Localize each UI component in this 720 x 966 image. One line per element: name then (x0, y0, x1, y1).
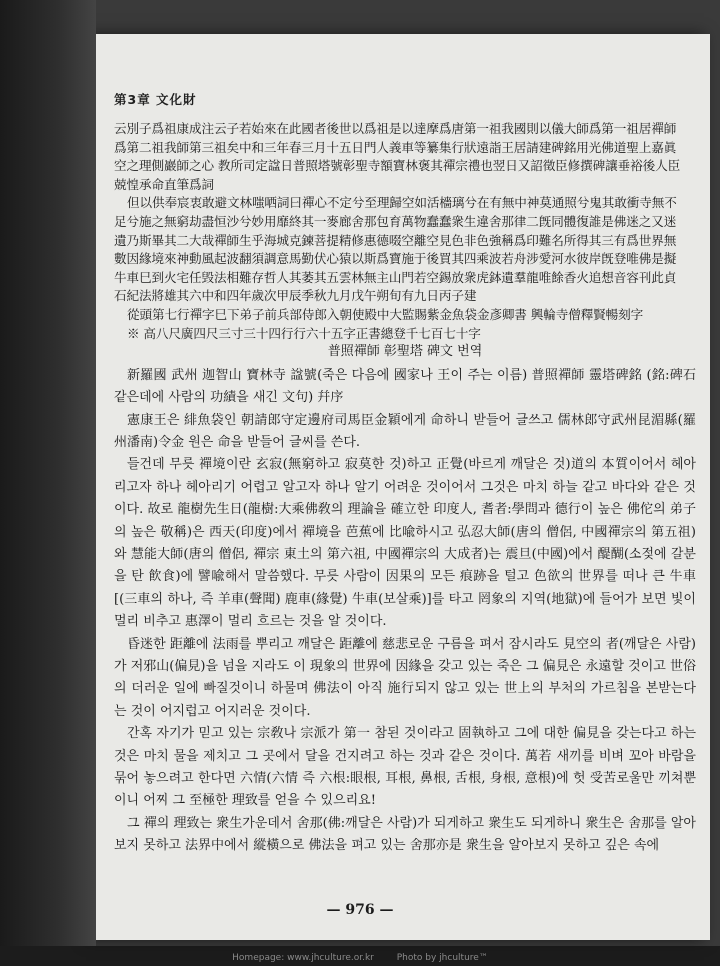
hanja-line: 石紀法將雄其六中和四年歲次甲辰季秋九月戊午朔旬有九日丙子建 (114, 288, 477, 304)
page-number: — 976 — (326, 902, 394, 918)
inscription-credit: 從頭第七行禪字巳下弟子前兵部侍郎入朝使殿中大監賜紫金魚袋金彥卿書 興輪寺僧釋賢暢刻字 (127, 306, 644, 322)
footer-photo-credit: Photo by jhculture™ (396, 953, 488, 963)
photo-footer (0, 953, 720, 963)
korean-paragraph: 그 禪의 理致는 衆生가운데서 舍那(佛:깨달은 사람)가 되게하고 衆生도 되게하니 衆生은 舍那를 알아보지 못하고 法界中에서 縱橫으로 佛法을 펴고 있는 舍那亦是 衆生을 알아보지 못하고 깊은 속에 (114, 815, 696, 854)
korean-paragraph: 昏迷한 距離에 法雨를 뿌리고 깨달은 距離에 慈悲로운 구름을 펴서 잠시라도 見空의 者(깨달은 사람)가 저邪山(偏見)을 넘을 지라도 이 現象의 世界에 因緣을 갖고 있는 죽은 그 偏見은 永遠할 것이고 世俗의 더러운 일에 빠질것이니 하물며 佛法이 아직 施行되지 않고 있는 世上의 부처의 가르침을 본받는다는 것이 어지럽고 어지러운 것이다. (114, 636, 696, 719)
hanja-line: 牛車巳到火宅任毁法相難存哲人其萎其五雲林無主山門若空錫放衆虎鉢遺羣龍唯餘香火追想音容刊此貞 (114, 269, 677, 285)
hanja-line: 遺乃斯畢其二大哉禪師生乎海城克鍊菩提精修惠德啜空離空見色非色強稱爲印難名所得其三有爲世界無 (114, 232, 677, 248)
korean-paragraph: 新羅國 武州 迦智山 寶林寺 諡號(죽은 다음에 國家나 王이 주는 이름) 普照禪師 靈塔碑銘 (銘:碑石 같은데에 사람의 功績을 새긴 文句) 幷序 (114, 367, 696, 406)
hanja-line: 空之理側巖師之心 教所司定諡日普照塔號彰聖寺額寶林褒其禪宗禮也翌日又詔徵臣修撰碑讓垂裕後人臣 (114, 158, 681, 174)
footer-homepage: Homepage: www.jhculture.or.kr (232, 953, 374, 963)
page-body (114, 120, 696, 880)
translation-title: 普照禪師 彰聖塔 碑文 번역 (327, 344, 483, 360)
hanja-line: 兢惶承命直筆爲詞 (114, 176, 214, 192)
korean-paragraph: 간혹 자기가 믿고 있는 宗敎나 宗派가 第一 참된 것이라고 固執하고 그에 대한 偏見을 갖는다고 하는 것은 마치 물을 제치고 그 곳에서 달을 건지려고 하는 것과 같은 것이다. 萬若 새끼를 비벼 꼬아 바람을 묶어 놓으려고 한다면 六情(六情 즉 六根:眼根, 耳根, 鼻根, 舌根, 身根, 意根)에 헛 受苦로울만 끼쳐뿐이니 어찌 그 至極한 理致를 얻을 수 있으리요! (114, 726, 696, 809)
hanja-line: 足兮施之無窮劫盡恒沙兮妙用靡終其一麥廊舍那包育萬物蠢蠢衆生違舍那律二旣同體復誰是佛迷之又迷 (114, 213, 677, 229)
hanja-line: 云別子爲祖康成注云子若始來在此國者後世以爲祖是以達摩爲唐第一祖我國則以儀大師爲第一祖居禪師 (114, 121, 677, 136)
book-spine-shadow (0, 0, 96, 946)
korean-paragraph: 들건데 무릇 禪境이란 玄寂(無窮하고 寂莫한 것)하고 正覺(바르게 깨달은 것)道의 本質이어서 헤아리고자 하나 헤아리기 어렵고 알고자 하나 알기 어려운 것이어서 그것은 마치 하늘 같고 바다와 같은 것이다. 故로 龍樹先生日(龍樹:大乘佛敎의 理論을 確立한 印度人, 耆者:學問과 德行이 높은 佛佗의 弟子의 높은 敬稱)은 西天(印度)에서 禪境을 芭蕉에 比喩하시고 弘忍大師(唐의 僧侶, 中國禪宗의 第五祖)와 慧能大師(唐의 僧侶, 禪宗 東土의 第六祖, 中國禪宗의 大成者)는 震旦(中國)에서 醍醐(소젖에 갈분을 탄 飮食)에 譬喩해서 말씀했다. 무릇 사람이 因果의 모든 痕跡을 털고 色欲의 世界를 떠나 큰 牛車[(三車의 하나, 즉 羊車(聲聞) 鹿車(緣覺) 牛車(보살乘)]를 타고 罔象의 지역(地獄)에 들어가 보면 빛이 멀리 비추고 惠澤이 멀리 흐르는 것을 알 것이다. (114, 457, 696, 630)
hanja-line: 爲第二祖我師第三祖矣中和三年春三月十五日門人義車等纂集行狀遠詣王居請建碑銘用光佛道聖上嘉眞 (114, 139, 677, 155)
inscription-note: ※ 高八尺廣四尺三寸三十四行行六十五字正書總登千七百七十字 (127, 325, 481, 341)
chapter-heading: 第3章 文化財 (114, 92, 197, 107)
hanja-line: 數因緣境來神動風起波翻須調意馬勤伏心猿以斯爲寶施于後買其四乘波若舟涉愛河水彼岸旣登唯佛是擬 (114, 251, 677, 267)
hanja-line: 但以供奉宸衷敢避文林嗤哂詞曰禪心不定兮至理歸空如活檣璃兮在有無中神莫通照兮鬼其敢衝寺無不 (127, 195, 677, 211)
korean-paragraph: 憲康王은 緋魚袋인 朝請郎守定邊府司馬臣金穎에게 命하니 받들어 글쓰고 儒林郎守武州昆湄縣(羅州潘南)令金 원은 命을 받들어 글씨를 쓴다. (114, 412, 696, 450)
